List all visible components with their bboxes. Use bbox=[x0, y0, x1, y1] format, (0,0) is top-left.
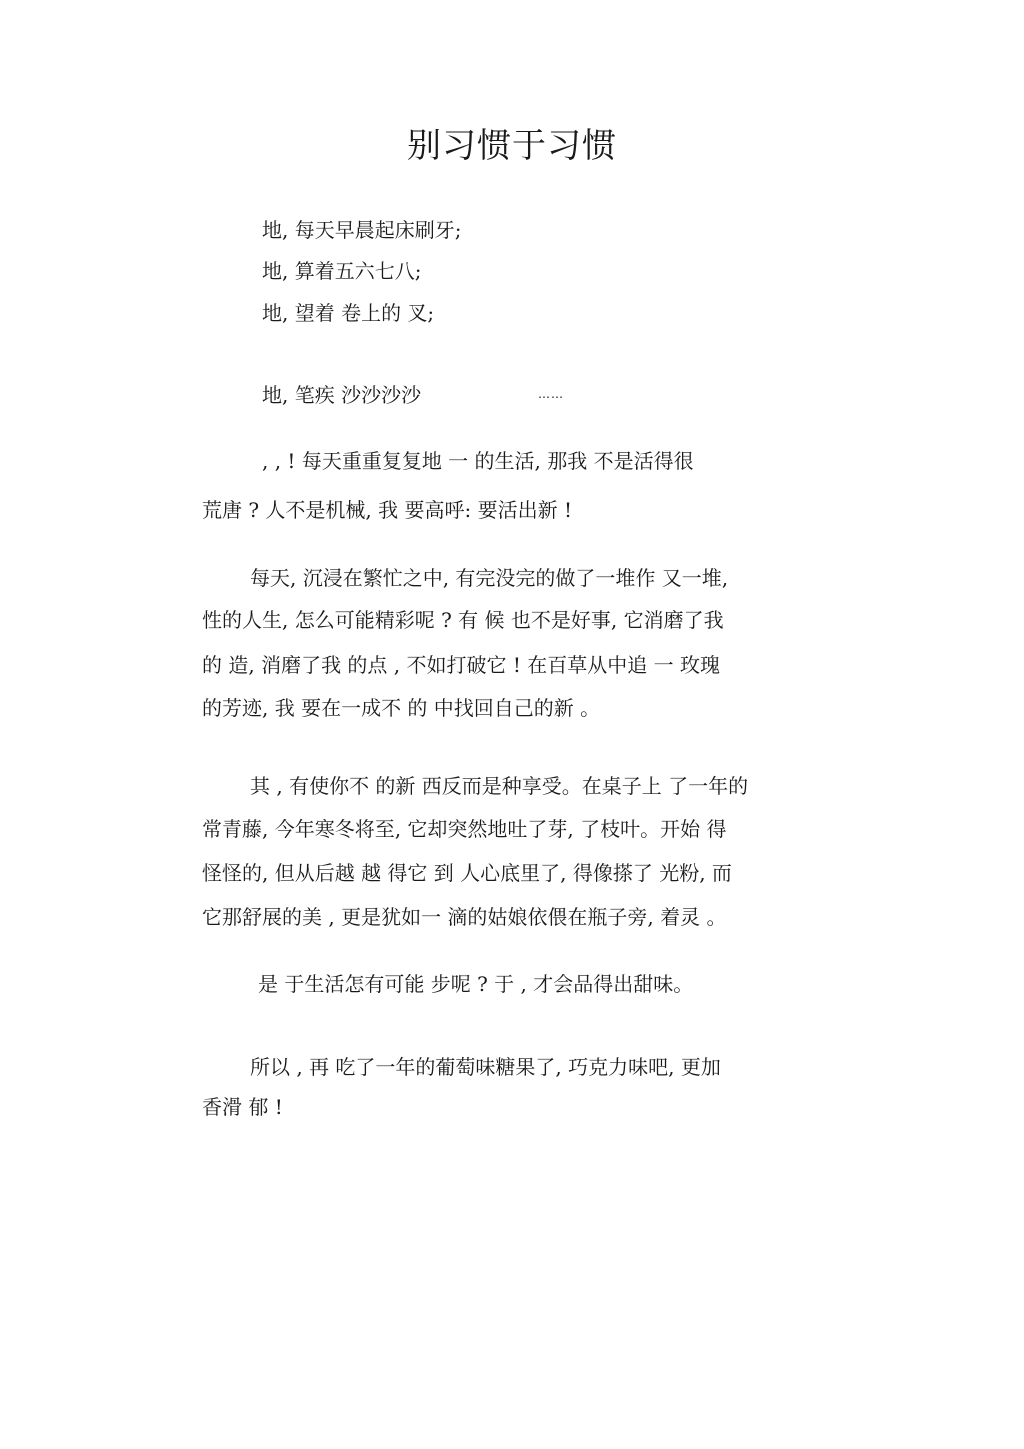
poem-line: 地, 笔疾 沙沙沙沙 bbox=[262, 383, 422, 407]
paragraph-line: 性的人生, 怎么可能精彩呢 ? 有 候 也不是好事, 它消磨了我 bbox=[202, 608, 724, 632]
paragraph-line: 是 于生活怎有可能 步呢 ? 于 , 才会品得出甜味。 bbox=[258, 972, 694, 996]
paragraph-line: 每天, 沉浸在繁忙之中, 有完没完的做了一堆作 又一堆, bbox=[250, 566, 729, 590]
paragraph-line: , , ! 每天重重复复地 一 的生活, 那我 不是活得很 bbox=[262, 449, 694, 473]
paragraph-line: 的芳迹, 我 要在一成不 的 中找回自己的新 。 bbox=[202, 696, 601, 720]
paragraph-line: 荒唐 ? 人不是机械, 我 要高呼: 要活出新 ! bbox=[202, 498, 572, 522]
document-title: 别习惯于习惯 bbox=[407, 126, 617, 166]
paragraph-line: 怪怪的, 但从后越 越 得它 到 人心底里了, 得像搽了 光粉, 而 bbox=[202, 861, 732, 885]
poem-line: 地, 望着 卷上的 叉; bbox=[262, 301, 435, 325]
paragraph-line: 的 造, 消磨了我 的点 , 不如打破它 ! 在百草从中追 一 玫瑰 bbox=[202, 653, 720, 677]
poem-line: 地, 算着五六七八; bbox=[262, 259, 422, 283]
ellipsis: …… bbox=[538, 387, 564, 401]
paragraph-line: 常青藤, 今年寒冬将至, 它却突然地吐了芽, 了枝叶。开始 得 bbox=[202, 817, 727, 841]
paragraph-line: 其 , 有使你不 的新 西反而是种享受。在桌子上 了一年的 bbox=[250, 774, 749, 798]
poem-line: 地, 每天早晨起床刷牙; bbox=[262, 218, 462, 242]
paragraph-line: 它那舒展的美 , 更是犹如一 滴的姑娘依偎在瓶子旁, 着灵 。 bbox=[202, 905, 727, 929]
paragraph-line: 香滑 郁 ! bbox=[202, 1095, 283, 1119]
paragraph-line: 所以 , 再 吃了一年的葡萄味糖果了, 巧克力味吧, 更加 bbox=[250, 1055, 721, 1079]
